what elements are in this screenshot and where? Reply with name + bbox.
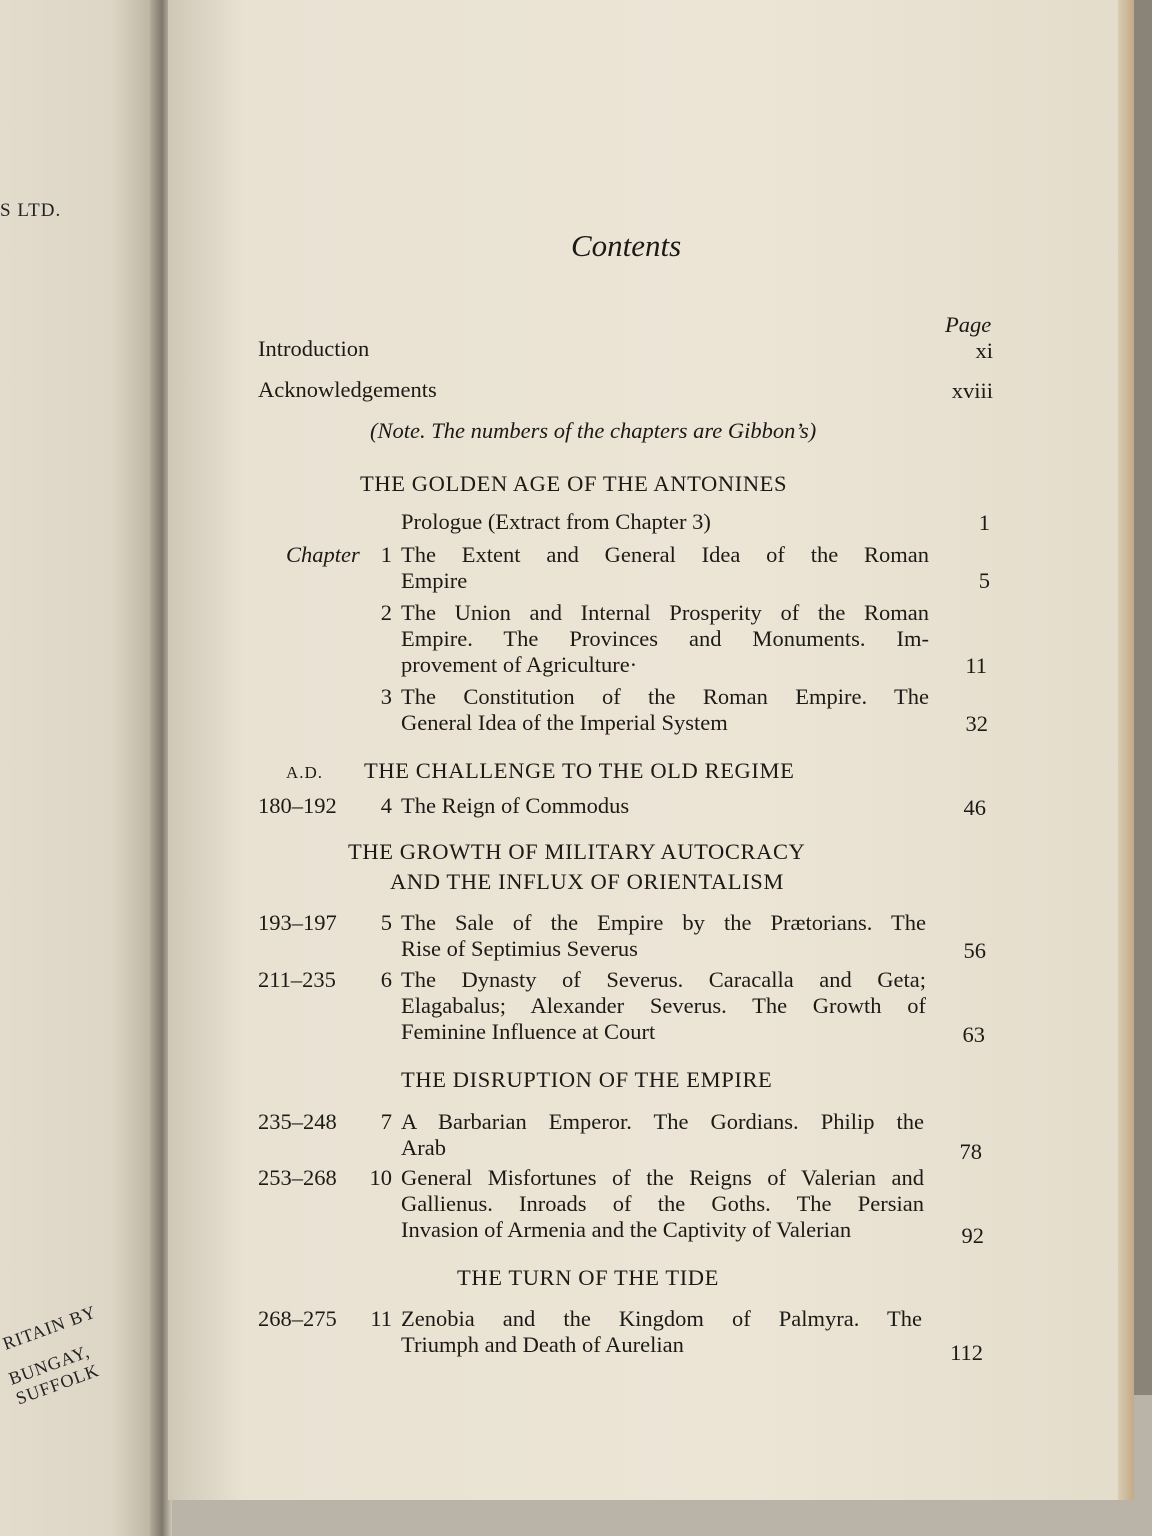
chapter-title: The Union and Internal Prosperity of the Roman Empire. The Provinces and Monuments. Im- provement of Agriculture· [401, 600, 929, 677]
chapter-number: 5 [380, 910, 392, 935]
chapter-page: 92 [961, 1223, 984, 1248]
chapter-number: 3 [380, 684, 392, 709]
chapter-dates: 211–235 [258, 967, 336, 992]
section-heading: AND THE INFLUX OF ORIENTALISM [390, 869, 784, 894]
section-heading: THE DISRUPTION OF THE EMPIRE [401, 1067, 773, 1092]
chapter-title: Prologue (Extract from Chapter 3) [401, 509, 711, 534]
chapter-page: 32 [965, 711, 988, 736]
front-item-title: Acknowledgements [258, 377, 437, 402]
chapter-number: 6 [380, 967, 392, 992]
chapter-number: 1 [380, 542, 392, 567]
left-page-text-ltd: S LTD. [0, 200, 62, 221]
section-heading: THE TURN OF THE TIDE [457, 1265, 719, 1290]
chapter-dates: 180–192 [258, 793, 337, 818]
chapters-note: (Note. The numbers of the chapters are Gibbon’s) [370, 418, 817, 443]
contents-title: Contents [571, 228, 682, 263]
page-column-label: Page [945, 312, 992, 337]
chapter-page: 63 [962, 1022, 985, 1047]
chapter-dates: 235–248 [258, 1109, 337, 1134]
section-heading: THE GOLDEN AGE OF THE ANTONINES [360, 471, 788, 496]
chapter-page: 46 [963, 795, 986, 820]
chapter-page: 5 [978, 568, 990, 593]
chapter-page: 78 [959, 1139, 982, 1164]
chapter-number: 10 [369, 1165, 392, 1190]
section-heading: THE GROWTH OF MILITARY AUTOCRACY [348, 839, 806, 864]
chapter-title: The Constitution of the Roman Empire. The General Idea of the Imperial System [401, 684, 929, 735]
chapter-page: 11 [965, 653, 987, 678]
chapter-page: 112 [950, 1340, 983, 1365]
chapter-label: Chapter [286, 542, 360, 567]
chapter-number: 11 [370, 1306, 392, 1331]
chapter-title: A Barbarian Emperor. The Gordians. Philip the Arab [401, 1109, 924, 1160]
chapter-number: 2 [380, 600, 392, 625]
chapter-dates: 268–275 [258, 1306, 337, 1331]
chapter-number: 7 [380, 1109, 392, 1134]
page-edge [1118, 0, 1134, 1500]
chapter-number: 4 [380, 793, 392, 818]
section-heading: THE CHALLENGE TO THE OLD REGIME [364, 758, 795, 783]
chapter-title: Zenobia and the Kingdom of Palmyra. The Triumph and Death of Aurelian [401, 1306, 922, 1357]
chapter-title: The Extent and General Idea of the Roman Empire [401, 542, 929, 593]
left-page-text-britain: RITAIN BY [0, 1301, 99, 1354]
chapter-dates: 193–197 [258, 910, 337, 935]
chapter-title: The Reign of Commodus [401, 793, 630, 818]
front-item-page: xi [975, 338, 993, 363]
ad-label: A.D. [286, 763, 324, 782]
chapter-title: General Misfortunes of the Reigns of Valerian and Gallienus. Inroads of the Goths. The Persian Invasion of Armenia and the Captivity of Valerian [401, 1165, 924, 1242]
front-item-title: Introduction [258, 336, 370, 361]
front-item-page: xviii [951, 378, 993, 403]
chapter-title: The Sale of the Empire by the Prætorians. The Rise of Septimius Severus [401, 910, 926, 961]
left-page-text-bungay: BUNGAY, SUFFOLK [6, 1341, 102, 1409]
chapter-dates: 253–268 [258, 1165, 337, 1190]
chapter-page: 56 [963, 938, 986, 963]
chapter-title: The Dynasty of Severus. Caracalla and Geta; Elagabalus; Alexander Severus. The Growth of Feminine Influence at Court [401, 967, 926, 1044]
left-page [0, 0, 160, 1536]
chapter-page: 1 [978, 510, 990, 535]
